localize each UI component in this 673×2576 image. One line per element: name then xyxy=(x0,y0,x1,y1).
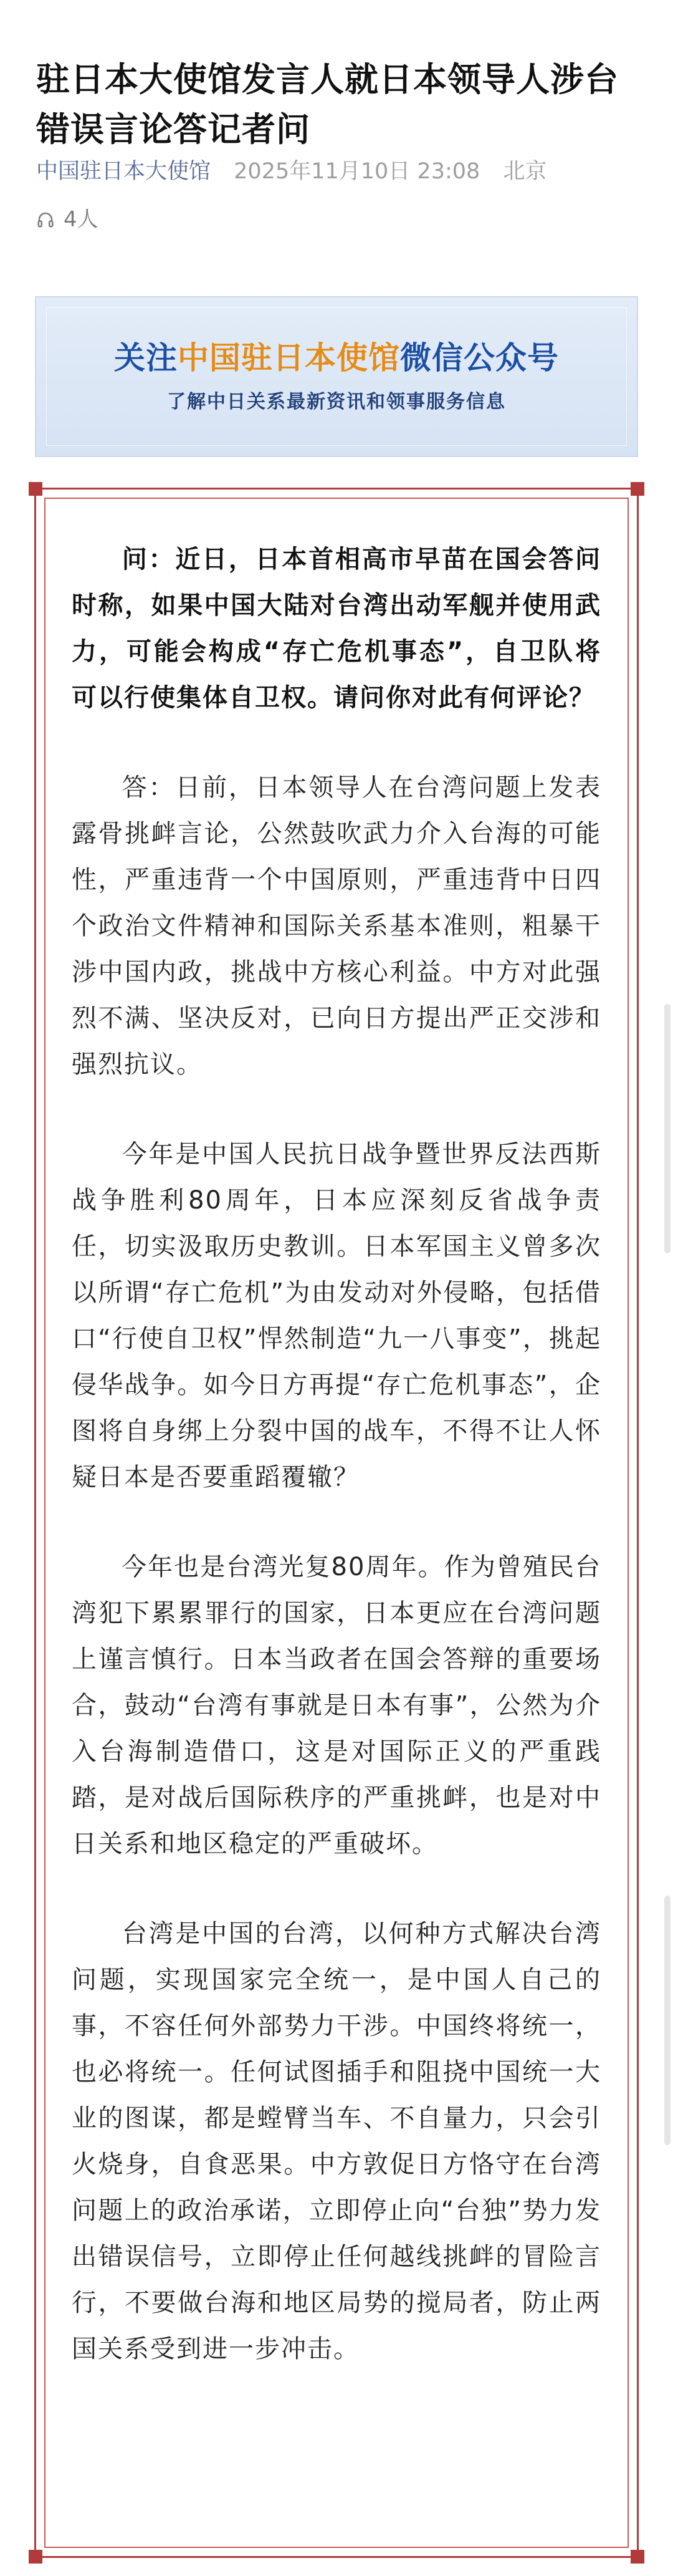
article-title: 驻日本大使馆发言人就日本领导人涉台错误言论答记者问 xyxy=(36,60,619,150)
answer-paragraph xyxy=(72,1131,601,1500)
follow-account-banner[interactable] xyxy=(35,296,638,457)
headphones-icon xyxy=(36,210,55,229)
frame-corner xyxy=(29,482,42,496)
answer-paragraph xyxy=(72,1911,601,2372)
listen-count: 4人 xyxy=(64,207,98,232)
answer-text: 今年是中国人民抗日战争暨世界反法西斯战争胜利80周年，日本应深刻反省战争责任，切实汲取历史教训。日本军国主义曾多次以所谓“存亡危机”为由发动对外侵略，包括借口“行使自卫权”悍然制造“九一八事变”，挑起侵华战争。如今日方再提“存亡危机事态”，企图将自身绑上分裂中国的战车，不得不让人怀疑日本是否要重蹈覆辙？ xyxy=(72,1140,601,1492)
answer-text: 台湾是中国的台湾，以何种方式解决台湾问题，实现国家完全统一，是中国人自己的事，不容任何外部势力干涉。中国终将统一，也必将统一。任何试图插手和阻挠中国统一大业的图谋，都是螳臂当车、不自量力，只会引火烧身，自食恶果。中方敦促日方恪守在台湾问题上的政治承诺，立即停止向“台独”势力发出错误信号，立即停止任何越线挑衅的冒险言行，不要做台海和地区局势的搅局者，防止两国关系受到进一步冲击。 xyxy=(72,1919,601,2363)
account-name-link[interactable]: 中国驻日本大使馆 xyxy=(36,159,211,184)
scrollbar-thumb[interactable] xyxy=(664,1896,671,2145)
scrollbar-thumb[interactable] xyxy=(664,1004,671,1253)
frame-corner xyxy=(631,482,644,496)
publish-time: 2025年11月10日 23:08 xyxy=(234,159,480,184)
publish-location: 北京 xyxy=(503,159,547,184)
banner-title-highlight: 中国驻日本使馆 xyxy=(178,340,400,376)
article-meta xyxy=(36,157,547,186)
frame-corner xyxy=(29,2550,42,2564)
banner-title xyxy=(36,339,637,377)
answer-paragraph xyxy=(72,1544,601,1867)
answer-paragraph xyxy=(72,765,601,1088)
question-text: 问：近日，日本首相高市早苗在国会答问时称，如果中国大陆对台湾出动军舰并使用武力，可能会构成“存亡危机事态”，自卫队将可以行使集体自卫权。请问你对此有何评论？ xyxy=(72,545,601,712)
article-body xyxy=(72,536,601,2416)
banner-title-prefix: 关注 xyxy=(114,340,178,376)
banner-subtitle: 了解中日关系最新资讯和领事服务信息 xyxy=(167,391,506,413)
question-paragraph xyxy=(72,536,601,721)
answer-text: 答：日前，日本领导人在台湾问题上发表露骨挑衅言论，公然鼓吹武力介入台海的可能性，严重违背一个中国原则，严重违背中日四个政治文件精神和国际关系基本准则，粗暴干涉中国内政，挑战中方核心利益。中方对此强烈不满、坚决反对，已向日方提出严正交涉和强烈抗议。 xyxy=(72,773,601,1079)
listen-count-button[interactable] xyxy=(36,206,98,233)
answer-text: 今年也是台湾光复80周年。作为曾殖民台湾犯下累累罪行的国家，日本更应在台湾问题上谨言慎行。日本当政者在国会答辩的重要场合，鼓动“台湾有事就是日本有事”，公然为介入台海制造借口，这是对国际正义的严重践踏，是对战后国际秩序的严重挑衅，也是对中日关系和地区稳定的严重破坏。 xyxy=(72,1553,601,1858)
banner-title-suffix: 微信公众号 xyxy=(400,340,559,376)
frame-corner xyxy=(631,2550,644,2564)
